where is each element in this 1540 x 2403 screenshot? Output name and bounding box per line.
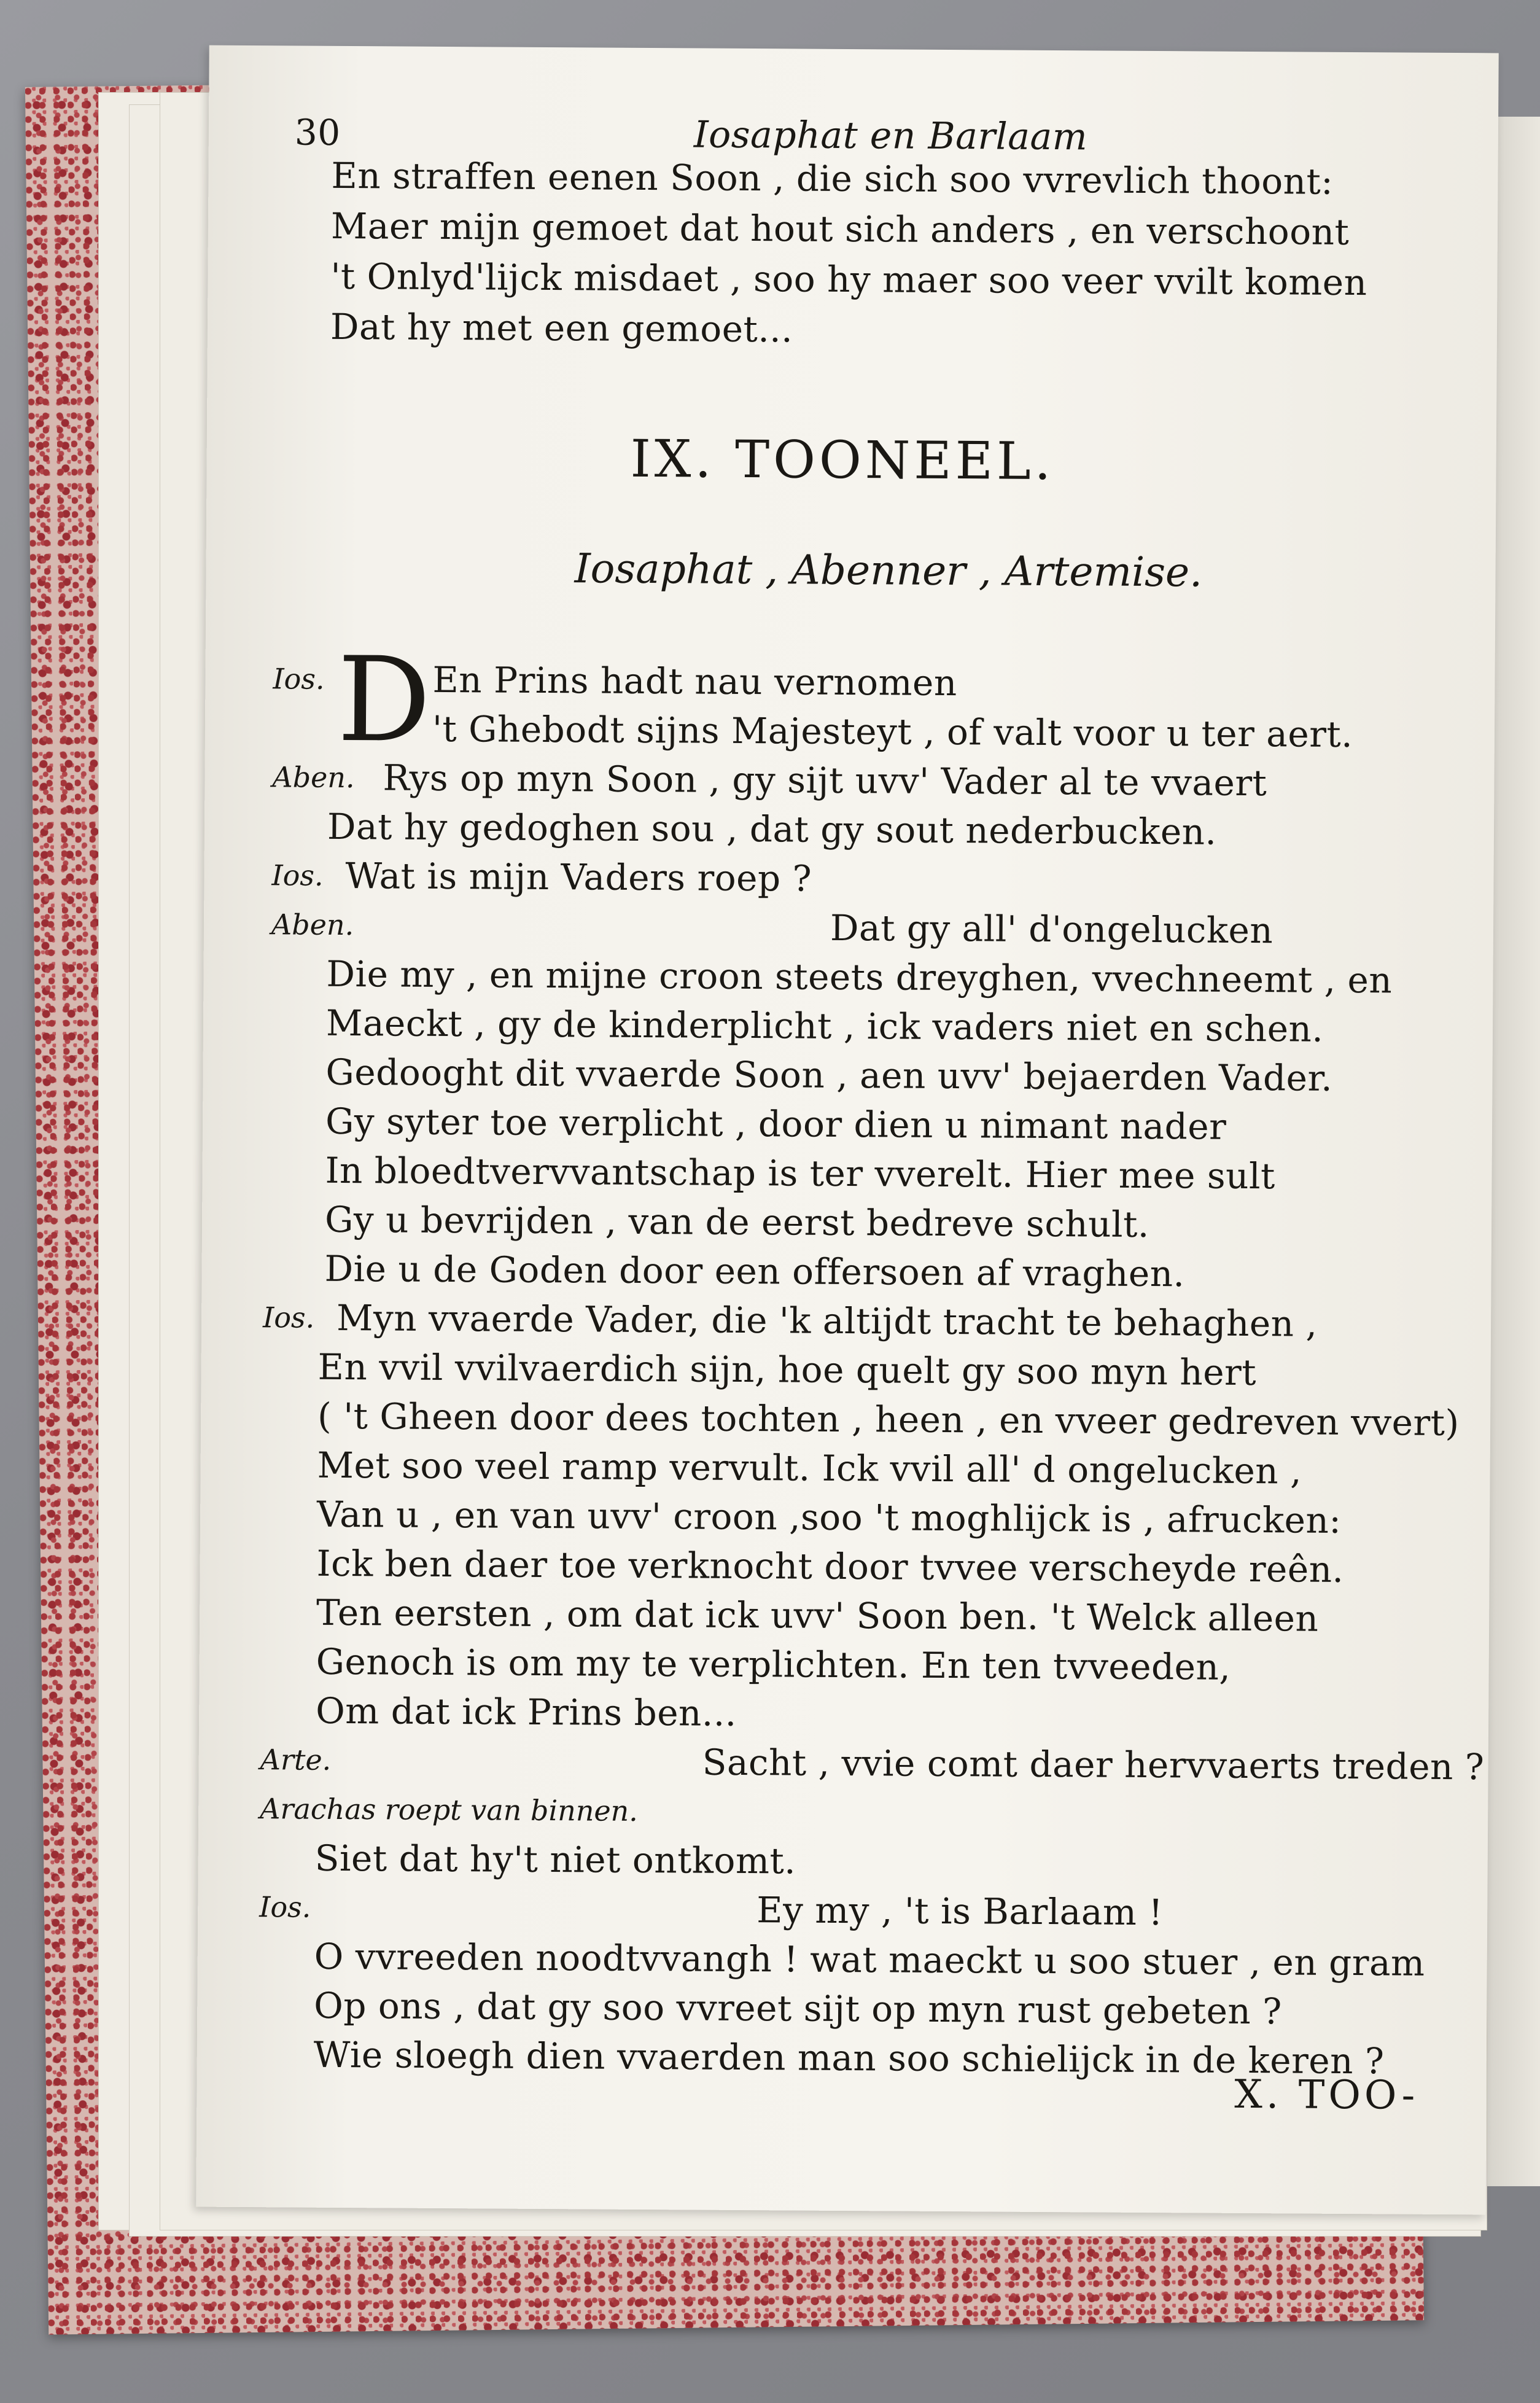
verse-line: Dat hy gedoghen sou , dat gy sout nederbucken. [327,805,1217,853]
verse-line: 't Onlyd'lijck misdaet , soo hy maer soo veer vvilt komen [330,255,1367,304]
speaker-label: Ios. [271,859,324,892]
verse-line: En Prins hadt nau vernomen [432,658,957,704]
verse-line: Wie sloegh dien vvaerden man soo schielijck in de keren ? [313,2033,1385,2082]
verse-line: O vvreeden noodtvvangh ! wat maeckt u soo stuer , en gram [314,1935,1425,1984]
verse-line: Gy u bevrijden , van de eerst bedreve schult. [324,1198,1150,1246]
verse-line: Siet dat hy't niet ontkomt. [314,1837,796,1882]
verse-line: Maeckt , gy de kinderplicht , ick vaders niet en schen. [325,1002,1324,1050]
verse-line: Sacht , vvie comt daer hervvaerts treden ? [702,1741,1485,1788]
verse-line: Die u de Goden door een offersoen af vraghen. [324,1247,1185,1295]
book-page [196,45,1498,2215]
verse-line: Wat is mijn Vaders roep ? [345,854,812,900]
catchword: X. TOO- [1234,2071,1419,2119]
speaker-label: Arte. [260,1743,332,1777]
verse-line: Gy syter toe verplicht , door dien u nimant nader [325,1100,1227,1148]
stage-direction: Arachas roept van binnen. [260,1792,639,1828]
verse-line: Ten eersten , om dat ick uvv' Soon ben. 't Welck alleen [316,1591,1319,1640]
verse-line: Op ons , dat gy soo vvreet sijt op myn rust gebeten ? [314,1984,1282,2033]
verse-line: Genoch is om my te verplichten. En ten tvveeden, [316,1640,1231,1688]
verse-line: En vvil vvilvaerdich sijn, hoe quelt gy soo myn hert [317,1346,1257,1394]
speaker-label: Ios. [262,1301,315,1334]
speaker-label: Ios. [259,1890,311,1924]
verse-line: Van u , en van uvv' croon ,soo 't moghlijck is , afrucken: [316,1493,1342,1541]
cast-list: Iosaphat , Abenner , Artemise. [574,545,1203,596]
speaker-label: Aben. [272,760,355,795]
page-content [196,45,1498,2215]
verse-line: Gedooght dit vvaerde Soon , aen uvv' bejaerden Vader. [325,1051,1333,1099]
verse-line: ( 't Gheen door dees tochten , heen , en vveer gedreven vvert) [317,1395,1460,1444]
verse-line: Ick ben daer toe verknocht door tvvee verscheyde reên. [316,1542,1344,1591]
verse-line: Rys op myn Soon , gy sijt uvv' Vader al te vvaert [383,757,1267,804]
drop-cap: D [336,631,432,768]
verse-line: Myn vvaerde Vader, die 'k altijdt tracht te behaghen , [336,1296,1318,1345]
page-number: 30 [294,111,341,154]
verse-line: In bloedtvervvantschap is ter vverelt. Hier mee sult [325,1149,1276,1198]
verse-line: Die my , en mijne croon steets dreyghen, vvechneemt , en [326,952,1393,1002]
verse-line: En straffen eenen Soon , die sich soo vvrevlich thoont: [331,154,1334,203]
running-head: Iosaphat en Barlaam [693,113,1088,159]
speaker-label: Aben. [271,908,354,942]
verse-line: Maer mijn gemoet dat hout sich anders , en verschoont [330,204,1350,253]
verse-line: Met soo veel ramp vervult. Ick vvil all' d ongelucken , [317,1444,1302,1492]
verse-line: 't Ghebodt sijns Majesteyt , of valt voor u ter aert. [432,707,1353,756]
speaker-label: Ios. [273,662,325,696]
verse-line: Ey my , 't is Barlaam ! [756,1889,1164,1934]
verse-line: Om dat ick Prins ben... [315,1689,737,1734]
verse-line: Dat gy all' d'ongelucken [830,906,1274,952]
scene-heading: IX. TOONEEL. [630,428,1055,492]
verse-line: Dat hy met een gemoet... [330,305,793,351]
